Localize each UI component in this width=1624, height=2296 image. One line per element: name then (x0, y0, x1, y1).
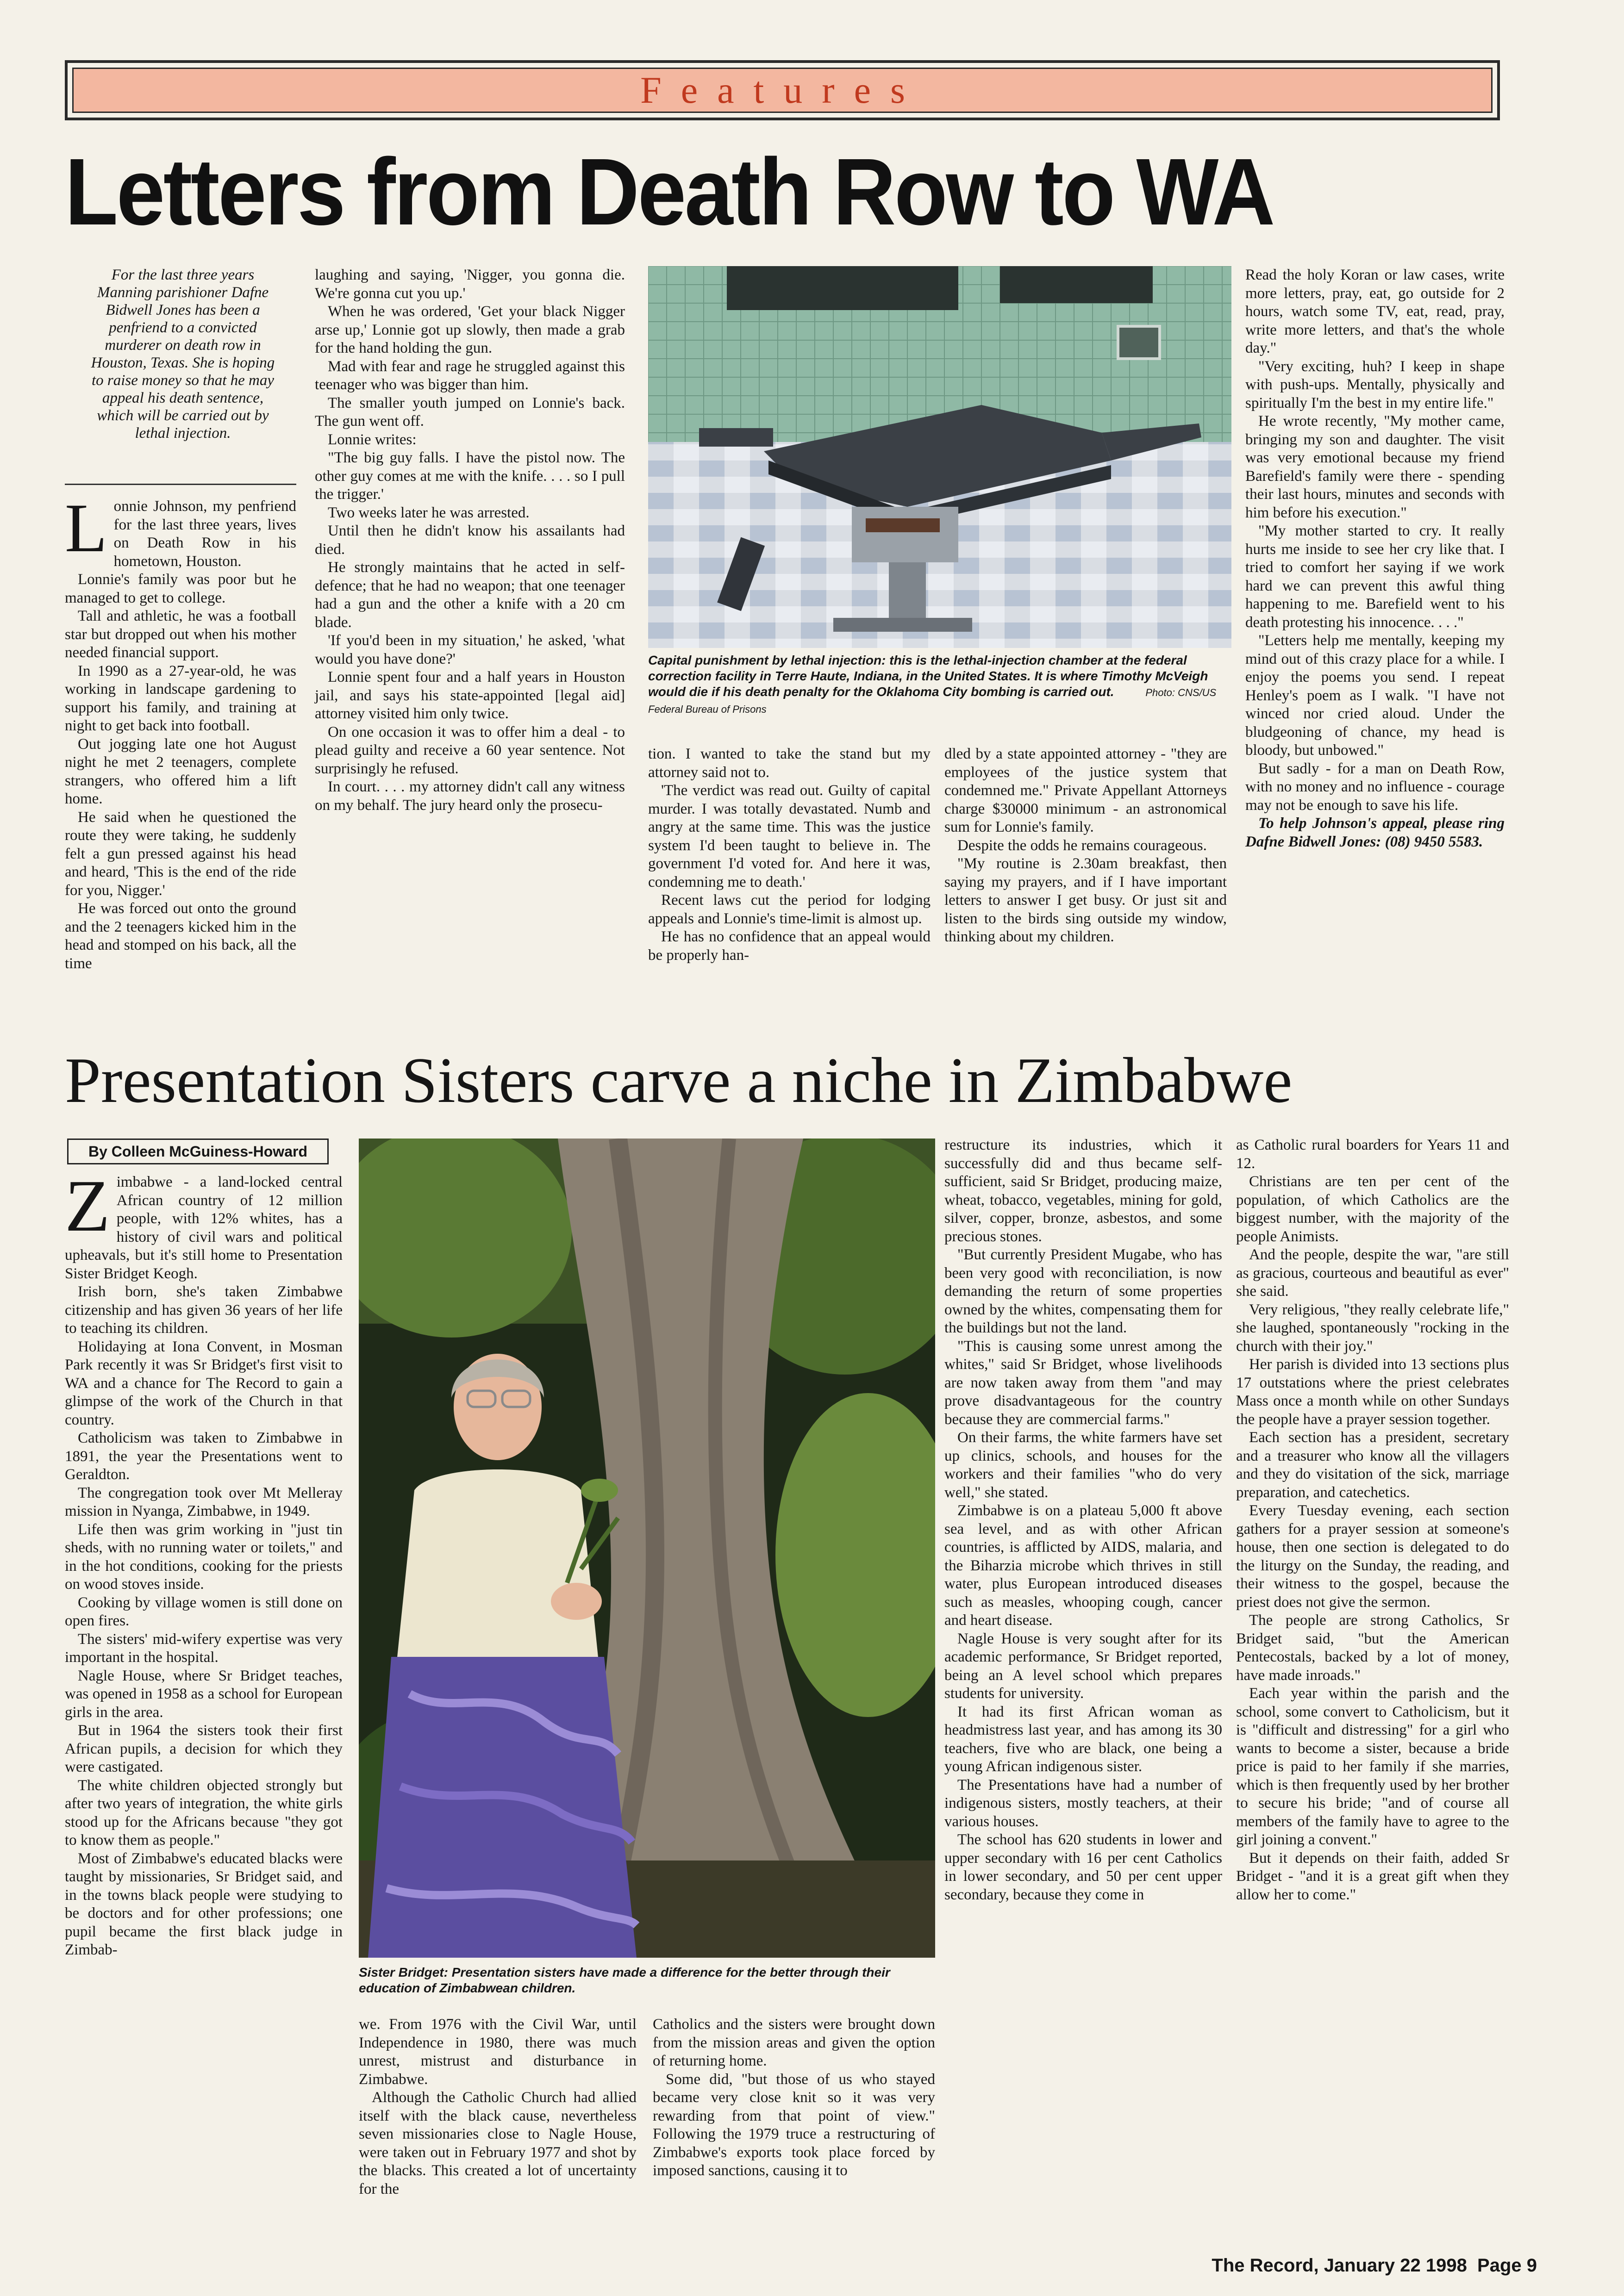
paragraph: Every Tuesday evening, each section gathers for a prayer session at someone's house, then one section is delegated to do the liturgy on the Sunday, the reading, and their witness to the gospel, because the priest does not give the sermon. (1236, 1502, 1509, 1611)
paragraph: Read the holy Koran or law cases, write more letters, pray, eat, go outside for 2 hours, watch some TV, eat, read, pray, write more letters, and that's the whole day." (1245, 267, 1505, 356)
paragraph: The smaller youth jumped on Lonnie's back. The gun went off. (315, 394, 625, 429)
paragraph: Holidaying at Iona Convent, in Mosman Park recently it was Sr Bridget's first visit to WA and a chance for The Record to gain a glimpse of the work of the Church in that country. (65, 1338, 343, 1428)
paragraph: Catholicism was taken to Zimbabwe in 1891, the year the Presentations went to Geraldton. (65, 1430, 343, 1483)
paragraph: In court. . . . my attorney didn't call any witness on my behalf. The jury heard only the prosecu- (315, 778, 625, 814)
paragraph: Her parish is divided into 13 sections plus 17 outstations where the priest celebrates Mass once a month while on other Sundays the people have a prayer session together. (1236, 1356, 1509, 1428)
paragraph: "This is causing some unrest among the whites," said Sr Bridget, whose livelihoods are now taken away from them "and may prove disadvantageous for the country because they are commercial farms." (944, 1338, 1222, 1428)
sister-bridget-illustration (359, 1139, 935, 1958)
paragraph: On their farms, the white farmers have set up clinics, schools, and houses for the workers and their families "who do very well," she stated. (944, 1429, 1222, 1501)
paragraph: "Very exciting, huh? I keep in shape with push-ups. Mentally, physically and spiritually I'm the best in my entire life." (1245, 358, 1505, 411)
paragraph: The sisters' mid-wifery expertise was very important in the hospital. (65, 1630, 343, 1666)
paragraph: The white children objected strongly but after two years of integration, the white girls stood up for the Africans because "they got to know them as people." (65, 1777, 343, 1848)
paragraph: Zimbabwe is on a plateau 5,000 ft above sea level, and as with other African countries, is afflicted by AIDS, malaria, and the Biharzia microbe which thrives in still water, plus European introduced diseases such as measles, whooping cough, cancer and heart disease. (944, 1502, 1222, 1629)
section-banner (65, 60, 1500, 120)
paragraph: He wrote recently, "My mother came, bringing my son and daughter. The visit was very emotional because my friend Barefield's family were there - spending their last hours, minutes and seconds with him before his execution." (1245, 413, 1505, 521)
article1-col5 (1245, 266, 1505, 851)
paragraph: 'The verdict was read out. Guilty of capital murder. I was totally devastated. Numb and angry at the same time. This was the justice system I'd been taught to believe in. The government I'd voted for. And here it was, condemning me to death.' (648, 782, 931, 890)
paragraph: And the people, despite the war, "are still as gracious, courteous and beautiful as ever" she said. (1236, 1246, 1509, 1300)
paragraph: He strongly maintains that he acted in self-defence; that he had no weapon; that one teenager had a gun and the other a knife with a 20 cm blade. (315, 559, 625, 631)
article1-intro: For the last three years Manning parishioner Dafne Bidwell Jones has been a penfriend to a convicted murderer on death row in Houston, Texas. She is hoping to raise money so that he may appeal his death sentence, which will be carried out by lethal injection. (91, 267, 275, 442)
paragraph: laughing and saying, 'Nigger, you gonna die. We're gonna cut you up.' (315, 267, 625, 302)
article1-col3 (648, 745, 931, 964)
paragraph: 'If you'd been in my situation,' he asked, 'what would you have done?' (315, 632, 625, 667)
article2-col5 (1236, 1136, 1509, 1904)
sister-bridget-photo (359, 1139, 935, 1958)
paragraph: Most of Zimbabwe's educated blacks were taught by missionaries, Sr Bridget said, and in the towns black people were studying to be doctors and for other professions; one pupil became the first black judge in Zimbab- (65, 1850, 343, 1958)
paragraph: Christians are ten per cent of the population, of which Catholics are the biggest number, with the majority of the people Animists. (1236, 1173, 1509, 1245)
paragraph: Tall and athletic, he was a football star but dropped out when his mother needed financial support. (65, 608, 296, 661)
paragraph: as Catholic rural boarders for Years 11 and 12. (1236, 1137, 1509, 1172)
paragraph: Out jogging late one hot August night he met 2 teenagers, complete strangers, who offered him a lift home. (65, 735, 296, 807)
paragraph: Although the Catholic Church had allied itself with the black cause, nevertheless seven missionaries close to Nagle House, were taken out in February 1977 and shot by the blacks. This created a lot of uncertainty for the (359, 2089, 637, 2197)
paragraph: Recent laws cut the period for lodging appeals and Lonnie's time-limit is almost up. (648, 892, 931, 927)
paragraph: Lonnie's family was poor but he managed to get to college. (65, 571, 296, 606)
article1-col1 (65, 490, 296, 973)
page-footer: The Record, January 22 1998 Page 9 (1212, 2255, 1537, 2276)
paragraph: Mad with fear and rage he struggled against this teenager who was bigger than him. (315, 358, 625, 393)
paragraph: Cooking by village women is still done on open fires. (65, 1594, 343, 1629)
paragraph: In 1990 as a 27-year-old, he was working in landscape gardening to support his family, and training at night to get back into football. (65, 662, 296, 734)
headline-death-row: Letters from Death Row to WA (65, 139, 1274, 245)
paragraph: The school has 620 students in lower and upper secondary with 16 per cent Catholics in lower secondary, and 50 per cent upper secondary, because they come in (944, 1831, 1222, 1903)
paragraph: The people are strong Catholics, Sr Bridget said, "but the American Pentecostals, backed by a lot of money, have made inroads." (1236, 1612, 1509, 1684)
paragraph: Nagle House, where Sr Bridget teaches, was opened in 1958 as a school for European girls in the area. (65, 1667, 343, 1721)
headline-zimbabwe: Presentation Sisters carve a niche in Zimbabwe (65, 1045, 1293, 1116)
paragraph: Very religious, "they really celebrate life," she laughed, spontaneously "rocking in the church with their joy." (1236, 1301, 1509, 1355)
paragraph: tion. I wanted to take the stand but my attorney said not to. (648, 746, 931, 781)
article2-col4 (944, 1136, 1222, 1904)
paragraph: Some did, "but those of us who stayed became very close knit so it was very rewarding from that point of view." Following the 1979 truce a restructuring of Zimbabwe's exports took place forced by imposed sanctions, causing it to (653, 2071, 935, 2179)
dropcap-l: L (65, 490, 107, 566)
article1-col2 (315, 266, 625, 815)
paragraph: Lonnie spent four and a half years in Houston jail, and says his state-appointed [legal aid] attorney visited him only twice. (315, 669, 625, 722)
paragraph: It had its first African woman as headmistress last year, and has among its 30 teachers, five who are black, one being a young African indigenous sister. (944, 1703, 1222, 1775)
paragraph: When he was ordered, 'Get your black Nigger arse up,' Lonnie got up slowly, then made a grab for the hand holding the gun. (315, 303, 625, 356)
paragraph: He said when he questioned the route they were taking, he suddenly felt a gun pressed against his head and heard, 'This is the end of the ride for you, Nigger.' (65, 809, 296, 899)
paragraph: "My routine is 2.30am breakfast, then saying my prayers, and if I have important letters to answer I get busy. Or just sit and listen to the birds sing outside my window, thinking about my children. (944, 855, 1227, 945)
paragraph: The congregation took over Mt Melleray mission in Nyanga, Zimbabwe, in 1949. (65, 1484, 343, 1519)
paragraph: But sadly - for a man on Death Row, with no money and no influence - courage may not be enough to save his life. (1245, 760, 1505, 814)
paragraph: Catholics and the sisters were brought down from the mission areas and given the option of returning home. (653, 2016, 935, 2069)
execution-chamber-illustration (648, 266, 1231, 648)
paragraph: "My mother started to cry. It really hurts me inside to see her cry like that. I tried to comfort her saying if we work hard we can prevent this awful thing happening to me. Barefield went to his death protesting his innocence. . . ." (1245, 523, 1505, 631)
paragraph: But it depends on their faith, added Sr Bridget - "and it is a great gift when they allow her to come." (1236, 1849, 1509, 1903)
paragraph: Two weeks later he was arrested. (328, 504, 530, 521)
paragraph: dled by a state appointed attorney - "they are employees of the justice system that condemned me." Private Appellant Attorneys charge $30000 minimum - an astronomical sum for Lonnie's family. (944, 746, 1227, 835)
paragraph: Despite the odds he remains courageous. (957, 837, 1207, 854)
section-banner-label: Features (640, 69, 924, 111)
paragraph: Irish born, she's taken Zimbabwe citizenship and has given 36 years of her life to teaching its children. (65, 1283, 343, 1337)
dropcap-z: Z (65, 1164, 110, 1247)
paragraph: He has no confidence that an appeal would be properly han- (648, 928, 931, 964)
paragraph: "The big guy falls. I have the pistol now. The other guy comes at me with the knife. . . . so I pull the trigger.' (315, 449, 625, 503)
caption-text: Capital punishment by lethal injection: this is the lethal-injection chamber at the federal correction facility in Terre Haute, Indiana, in the United States. It is where Timothy McVeigh would die if his death penalty for the Oklahoma City bombing is carried out. (648, 653, 1208, 699)
intro-divider (65, 484, 296, 485)
article2-col1 (65, 1164, 343, 1960)
paragraph: Each section has a president, secretary and a treasurer who know all the villagers and they do visitation of the sick, marriage preparation, and catechetics. (1236, 1429, 1509, 1501)
execution-photo-caption (648, 653, 1227, 717)
paragraph: "Letters help me mentally, keeping my mind out of this crazy place for a while. I enjoy the poems you send. I repeat Henley's poem as I walk. "I have not winced nor cried aloud. Under the bludgeoning of chance, my head is bloody, but unbowed." (1245, 632, 1505, 759)
paragraph: Until then he didn't know his assailants had died. (315, 523, 625, 558)
paragraph: On one occasion it was to offer him a deal - to plead guilty and receive a 60 year sentence. Not surprisingly he refused. (315, 723, 625, 777)
paragraph: imbabwe - a land-locked central African country of 12 million people, with 12% whites, has a history of civil wars and political upheavals, but it's still home to Presentation Sister Bridget Keogh. (65, 1174, 343, 1282)
article2-col3 (653, 2016, 935, 2180)
bridget-photo-caption: Sister Bridget: Presentation sisters have made a difference for the better through their education of Zimbabwean children. (359, 1965, 890, 1995)
appeal-note: To help Johnson's appeal, please ring Dafne Bidwell Jones: (08) 9450 5583. (1245, 815, 1505, 850)
paragraph: Life then was grim working in "just tin sheds, with no running water or toilets," and in the hot conditions, cooking for the priests on wood stoves inside. (65, 1521, 343, 1593)
paragraph: restructure its industries, which it successfully did and thus became self-sufficient, said Sr Bridget, producing maize, wheat, tobacco, vegetables, mining for gold, silver, copper, bronze, asbestos, and some precious stones. (944, 1137, 1222, 1245)
paragraph: But in 1964 the sisters took their first African pupils, a decision for which they were castigated. (65, 1722, 343, 1775)
paragraph: onnie Johnson, my penfriend for the last three years, lives on Death Row in his hometown, Houston. (113, 498, 296, 570)
photo-credit: Photo: CNS/US Federal Bureau of Prisons (648, 687, 1217, 715)
paragraph: Each year within the parish and the school, some convert to Catholicism, but it is "difficult and distressing" for a girl who wants to become a sister, because a bride price is paid to her family if she marries, which is then frequently used by her brother to secure his bride; "and of course all members of the family have to agree to the girl joining a convent." (1236, 1685, 1509, 1848)
paragraph: Nagle House is very sought after for its academic performance, Sr Bridget reported, being an A level school which prepares students for university. (944, 1630, 1222, 1702)
byline: By Colleen McGuiness-Howard (67, 1139, 329, 1164)
article1-col4 (944, 745, 1227, 946)
execution-chamber-photo (648, 266, 1231, 648)
paragraph: "But currently President Mugabe, who has been very good with reconciliation, is now demanding the return of some properties owned by the whites, compensating them for the buildings but not the land. (944, 1246, 1222, 1336)
paragraph: Lonnie writes: (328, 431, 417, 448)
paragraph: The Presentations have had a number of indigenous sisters, mostly teachers, at their various houses. (944, 1776, 1222, 1830)
paragraph: He was forced out onto the ground and the 2 teenagers kicked him in the head and stomped on his back, all the time (65, 900, 296, 972)
article2-col2 (359, 2016, 637, 2198)
paragraph: we. From 1976 with the Civil War, until Independence in 1980, there was much unrest, mistrust and disturbance in Zimbabwe. (359, 2016, 637, 2088)
